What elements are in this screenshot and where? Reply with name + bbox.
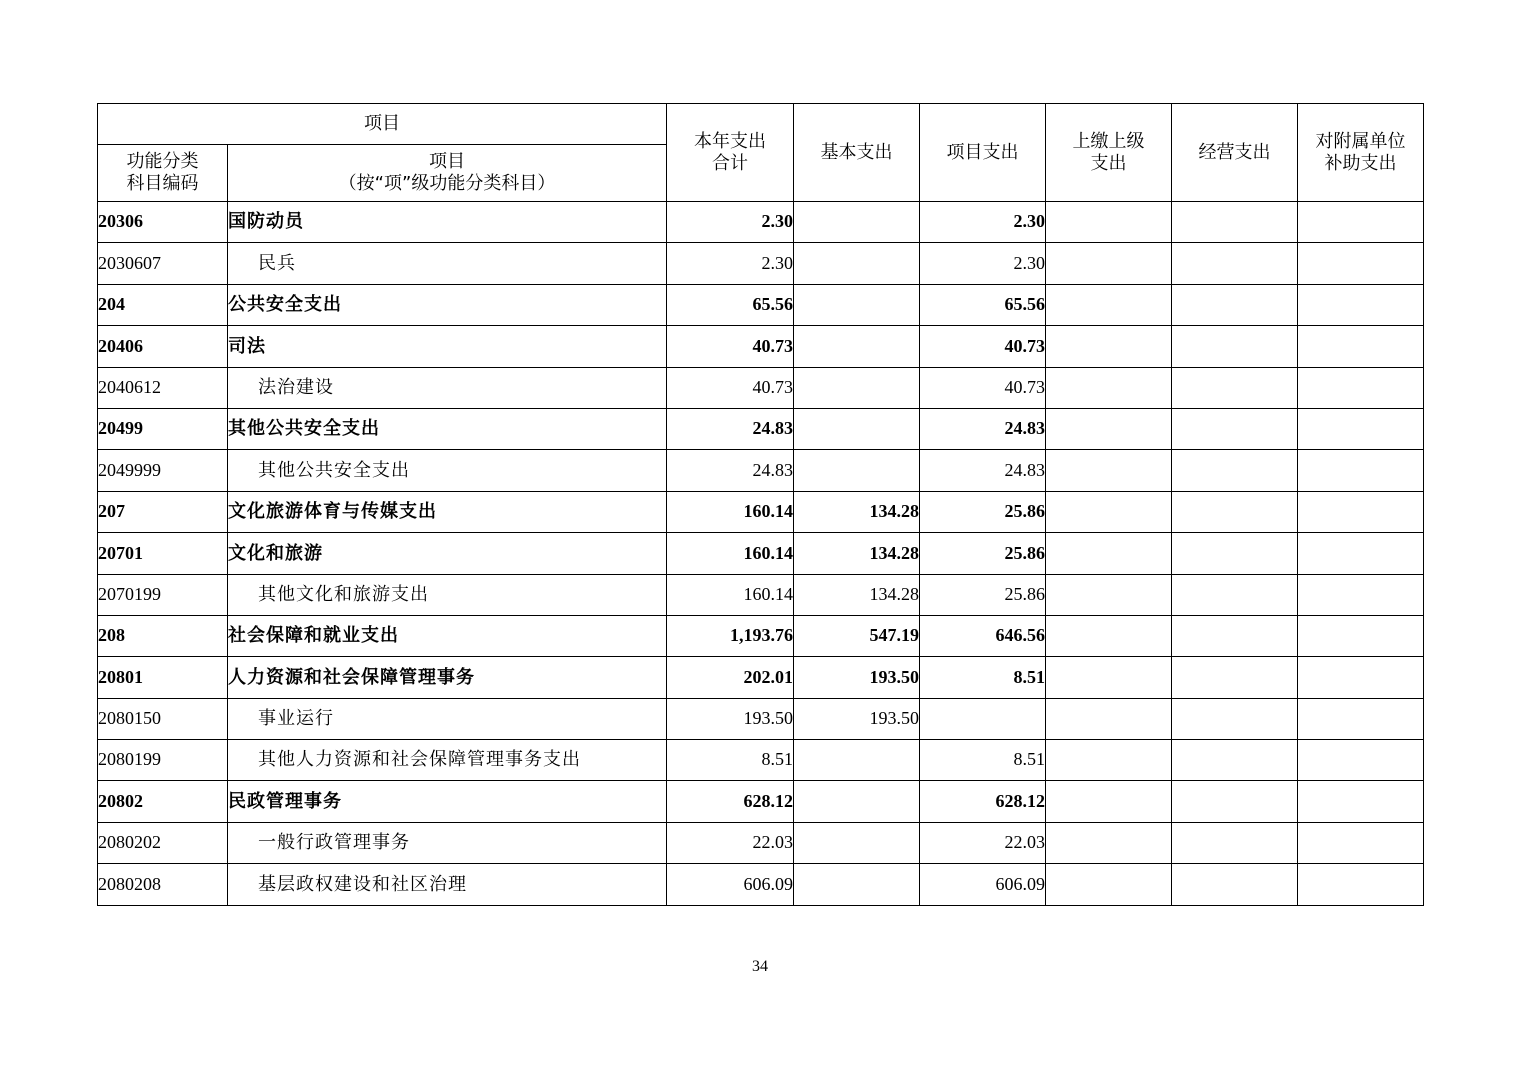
subsidy-cell: [1298, 243, 1424, 284]
total-cell: 2.30: [667, 243, 794, 284]
total-cell: 202.01: [667, 657, 794, 698]
business-cell: [1172, 864, 1298, 905]
subsidy-cell: [1298, 698, 1424, 739]
upper-cell: [1046, 698, 1172, 739]
upper-cell: [1046, 450, 1172, 491]
total-cell: 24.83: [667, 450, 794, 491]
code-cell: 2030607: [98, 243, 228, 284]
header-subsidy-line1: 对附属单位: [1315, 130, 1406, 152]
business-cell: [1172, 367, 1298, 408]
project-cell: [920, 698, 1046, 739]
total-cell: 160.14: [667, 574, 794, 615]
subsidy-cell: [1298, 615, 1424, 656]
basic-cell: [794, 450, 920, 491]
basic-cell: 193.50: [794, 657, 920, 698]
total-cell: 22.03: [667, 822, 794, 863]
code-cell: 2040612: [98, 367, 228, 408]
table-row: [98, 698, 1424, 739]
table-row: [98, 864, 1424, 905]
business-cell: [1172, 533, 1298, 574]
header-name-line2: （按“项”级功能分类科目）: [338, 173, 556, 194]
table-row: [98, 284, 1424, 325]
basic-cell: [794, 408, 920, 449]
header-upper-line2: 支出: [1090, 152, 1127, 174]
basic-cell: [794, 326, 920, 367]
header-item-title: 项目: [98, 104, 667, 145]
business-cell: [1172, 615, 1298, 656]
table-row: [98, 657, 1424, 698]
total-cell: 2.30: [667, 202, 794, 243]
subsidy-cell: [1298, 822, 1424, 863]
name-cell: 其他人力资源和社会保障管理事务支出: [228, 740, 667, 781]
project-cell: 606.09: [920, 864, 1046, 905]
code-cell: 2080202: [98, 822, 228, 863]
business-cell: [1172, 698, 1298, 739]
name-cell: 国防动员: [228, 202, 667, 243]
project-cell: 628.12: [920, 781, 1046, 822]
code-cell: 20406: [98, 326, 228, 367]
name-cell: 一般行政管理事务: [228, 822, 667, 863]
subsidy-cell: [1298, 864, 1424, 905]
basic-cell: [794, 781, 920, 822]
header-subsidy: [1298, 104, 1424, 202]
name-cell: 人力资源和社会保障管理事务: [228, 657, 667, 698]
project-cell: 24.83: [920, 450, 1046, 491]
subsidy-cell: [1298, 408, 1424, 449]
business-cell: [1172, 740, 1298, 781]
code-cell: 20801: [98, 657, 228, 698]
total-cell: 1,193.76: [667, 615, 794, 656]
total-cell: 606.09: [667, 864, 794, 905]
name-cell: 司法: [228, 326, 667, 367]
name-cell: 基层政权建设和社区治理: [228, 864, 667, 905]
header-upper: [1046, 104, 1172, 202]
total-cell: 628.12: [667, 781, 794, 822]
header-business: 经营支出: [1172, 104, 1298, 202]
business-cell: [1172, 491, 1298, 532]
code-cell: 208: [98, 615, 228, 656]
basic-cell: [794, 740, 920, 781]
upper-cell: [1046, 864, 1172, 905]
basic-cell: [794, 864, 920, 905]
total-cell: 8.51: [667, 740, 794, 781]
table-row: [98, 533, 1424, 574]
project-cell: 2.30: [920, 243, 1046, 284]
basic-cell: [794, 822, 920, 863]
upper-cell: [1046, 657, 1172, 698]
subsidy-cell: [1298, 740, 1424, 781]
project-cell: 2.30: [920, 202, 1046, 243]
basic-cell: 547.19: [794, 615, 920, 656]
code-cell: 2049999: [98, 450, 228, 491]
page-number: 34: [752, 958, 768, 975]
business-cell: [1172, 408, 1298, 449]
basic-cell: [794, 243, 920, 284]
business-cell: [1172, 326, 1298, 367]
name-cell: 其他公共安全支出: [228, 408, 667, 449]
subsidy-cell: [1298, 367, 1424, 408]
business-cell: [1172, 657, 1298, 698]
code-cell: 2080150: [98, 698, 228, 739]
total-cell: 160.14: [667, 491, 794, 532]
code-cell: 20802: [98, 781, 228, 822]
upper-cell: [1046, 615, 1172, 656]
basic-cell: 134.28: [794, 491, 920, 532]
project-cell: 25.86: [920, 574, 1046, 615]
table-row: [98, 326, 1424, 367]
name-cell: 文化和旅游: [228, 533, 667, 574]
code-cell: 20499: [98, 408, 228, 449]
header-code-line2: 科目编码: [126, 173, 199, 194]
header-basic: 基本支出: [794, 104, 920, 202]
header-project: 项目支出: [920, 104, 1046, 202]
project-cell: 24.83: [920, 408, 1046, 449]
total-cell: 24.83: [667, 408, 794, 449]
total-cell: 160.14: [667, 533, 794, 574]
header-name-line1: 项目: [429, 151, 465, 173]
business-cell: [1172, 781, 1298, 822]
header-subsidy-line2: 补助支出: [1324, 152, 1397, 174]
business-cell: [1172, 574, 1298, 615]
upper-cell: [1046, 740, 1172, 781]
name-cell: 其他文化和旅游支出: [228, 574, 667, 615]
upper-cell: [1046, 781, 1172, 822]
subsidy-cell: [1298, 533, 1424, 574]
header-name: [228, 145, 667, 202]
total-cell: 193.50: [667, 698, 794, 739]
upper-cell: [1046, 243, 1172, 284]
project-cell: 40.73: [920, 326, 1046, 367]
subsidy-cell: [1298, 450, 1424, 491]
header-row-1: [98, 104, 1424, 145]
total-cell: 65.56: [667, 284, 794, 325]
basic-cell: [794, 202, 920, 243]
table-row: [98, 450, 1424, 491]
table-row: [98, 408, 1424, 449]
project-cell: 40.73: [920, 367, 1046, 408]
table-row: [98, 202, 1424, 243]
name-cell: 其他公共安全支出: [228, 450, 667, 491]
table-row: [98, 781, 1424, 822]
table-row: [98, 740, 1424, 781]
business-cell: [1172, 450, 1298, 491]
header-upper-line1: 上缴上级: [1072, 130, 1145, 152]
basic-cell: 193.50: [794, 698, 920, 739]
code-cell: 2080199: [98, 740, 228, 781]
name-cell: 法治建设: [228, 367, 667, 408]
table-row: [98, 574, 1424, 615]
project-cell: 25.86: [920, 491, 1046, 532]
header-total-line2: 合计: [712, 152, 748, 174]
table-row: [98, 615, 1424, 656]
header-code-line1: 功能分类: [126, 151, 199, 173]
subsidy-cell: [1298, 574, 1424, 615]
header-total: [667, 104, 794, 202]
project-cell: 646.56: [920, 615, 1046, 656]
upper-cell: [1046, 574, 1172, 615]
name-cell: 文化旅游体育与传媒支出: [228, 491, 667, 532]
business-cell: [1172, 202, 1298, 243]
table-row: [98, 243, 1424, 284]
upper-cell: [1046, 202, 1172, 243]
project-cell: 8.51: [920, 657, 1046, 698]
table-row: [98, 367, 1424, 408]
business-cell: [1172, 243, 1298, 284]
code-cell: 20306: [98, 202, 228, 243]
business-cell: [1172, 284, 1298, 325]
name-cell: 事业运行: [228, 698, 667, 739]
upper-cell: [1046, 822, 1172, 863]
basic-cell: 134.28: [794, 533, 920, 574]
table-row: [98, 822, 1424, 863]
business-cell: [1172, 822, 1298, 863]
subsidy-cell: [1298, 657, 1424, 698]
table-row: [98, 491, 1424, 532]
upper-cell: [1046, 533, 1172, 574]
name-cell: 民政管理事务: [228, 781, 667, 822]
project-cell: 25.86: [920, 533, 1046, 574]
header-code: [98, 145, 228, 202]
subsidy-cell: [1298, 284, 1424, 325]
basic-cell: 134.28: [794, 574, 920, 615]
basic-cell: [794, 284, 920, 325]
project-cell: 8.51: [920, 740, 1046, 781]
name-cell: 民兵: [228, 243, 667, 284]
code-cell: 204: [98, 284, 228, 325]
code-cell: 207: [98, 491, 228, 532]
name-cell: 公共安全支出: [228, 284, 667, 325]
subsidy-cell: [1298, 202, 1424, 243]
expenditure-table: [97, 103, 1424, 906]
code-cell: 2080208: [98, 864, 228, 905]
total-cell: 40.73: [667, 367, 794, 408]
name-cell: 社会保障和就业支出: [228, 615, 667, 656]
upper-cell: [1046, 326, 1172, 367]
upper-cell: [1046, 408, 1172, 449]
upper-cell: [1046, 284, 1172, 325]
basic-cell: [794, 367, 920, 408]
project-cell: 65.56: [920, 284, 1046, 325]
subsidy-cell: [1298, 326, 1424, 367]
subsidy-cell: [1298, 781, 1424, 822]
total-cell: 40.73: [667, 326, 794, 367]
header-total-line1: 本年支出: [694, 130, 766, 152]
code-cell: 20701: [98, 533, 228, 574]
upper-cell: [1046, 491, 1172, 532]
code-cell: 2070199: [98, 574, 228, 615]
subsidy-cell: [1298, 491, 1424, 532]
upper-cell: [1046, 367, 1172, 408]
project-cell: 22.03: [920, 822, 1046, 863]
